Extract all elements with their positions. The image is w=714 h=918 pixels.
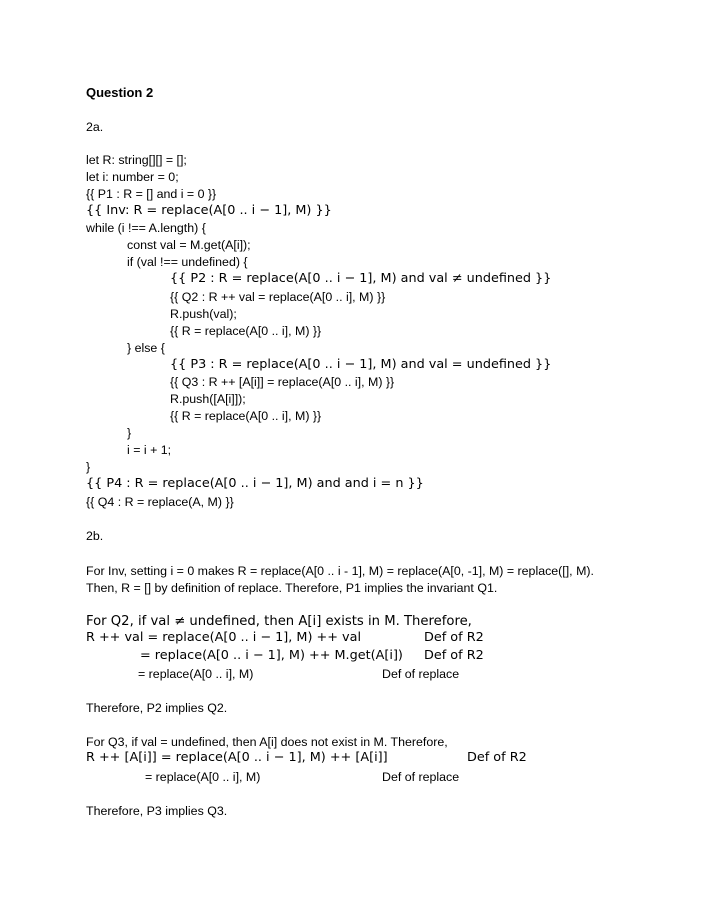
code-line: {{ Q3 : R ++ [A[i]] = replace(A[0 .. i], M) }} — [170, 375, 395, 389]
assertion-line: {{ P2 : R = replace(A[0 .. i − 1], M) and val ≠ undefined }} — [170, 271, 552, 286]
proof-reason: Def of R2 — [467, 750, 527, 765]
proof-reason: Def of R2 — [424, 648, 484, 663]
code-line: } — [86, 460, 91, 474]
code-line: } else { — [127, 341, 165, 355]
proof-intro: For Q3, if val = undefined, then A[i] does not exist in M. Therefore, — [86, 735, 448, 749]
code-line: const val = M.get(A[i]); — [127, 238, 251, 252]
assertion-line: {{ P3 : R = replace(A[0 .. i − 1], M) and val = undefined }} — [170, 357, 552, 372]
code-line: R.push(val); — [170, 307, 237, 321]
part-a-label: 2a. — [86, 120, 104, 134]
code-line: let R: string[][] = []; — [86, 153, 187, 167]
proof-step: = replace(A[0 .. i], M) — [138, 667, 254, 681]
proof-step: = replace(A[0 .. i], M) — [145, 770, 261, 784]
code-line: {{ R = replace(A[0 .. i], M) }} — [170, 324, 322, 338]
proof-intro: For Q2, if val ≠ undefined, then A[i] exists in M. Therefore, — [86, 614, 472, 629]
code-line: R.push([A[i]]); — [170, 392, 246, 406]
code-line: {{ P1 : R = [] and i = 0 }} — [86, 187, 217, 201]
proof-reason: Def of replace — [382, 770, 460, 784]
code-line: while (i !== A.length) { — [86, 221, 206, 235]
question-title: Question 2 — [86, 85, 154, 100]
paragraph-line: Then, R = [] by definition of replace. Therefore, P1 implies the invariant Q1. — [86, 581, 498, 595]
code-line: i = i + 1; — [127, 443, 172, 457]
proof-conclusion: Therefore, P2 implies Q2. — [86, 701, 228, 715]
proof-step: R ++ val = replace(A[0 .. i − 1], M) ++ val — [86, 630, 362, 645]
assertion-line: {{ Inv: R = replace(A[0 .. i − 1], M) }} — [86, 203, 332, 218]
proof-step: = replace(A[0 .. i − 1], M) ++ M.get(A[i]) — [140, 648, 403, 663]
code-line: {{ Q2 : R ++ val = replace(A[0 .. i], M) }} — [170, 290, 386, 304]
proof-reason: Def of R2 — [424, 630, 484, 645]
proof-step: R ++ [A[i]] = replace(A[0 .. i − 1], M) ++ [A[i]] — [86, 750, 388, 765]
proof-reason: Def of replace — [382, 667, 460, 681]
code-line: {{ R = replace(A[0 .. i], M) }} — [170, 409, 322, 423]
paragraph-line: For Inv, setting i = 0 makes R = replace(A[0 .. i - 1], M) = replace(A[0, -1], M) = replace([], M). — [86, 564, 594, 578]
proof-conclusion: Therefore, P3 implies Q3. — [86, 804, 228, 818]
code-line: let i: number = 0; — [86, 170, 179, 184]
assertion-line: {{ P4 : R = replace(A[0 .. i − 1], M) and and i = n }} — [86, 476, 424, 491]
code-line: if (val !== undefined) { — [127, 255, 248, 269]
code-line: } — [127, 426, 132, 440]
code-line: {{ Q4 : R = replace(A, M) }} — [86, 495, 234, 509]
part-b-label: 2b. — [86, 529, 104, 543]
